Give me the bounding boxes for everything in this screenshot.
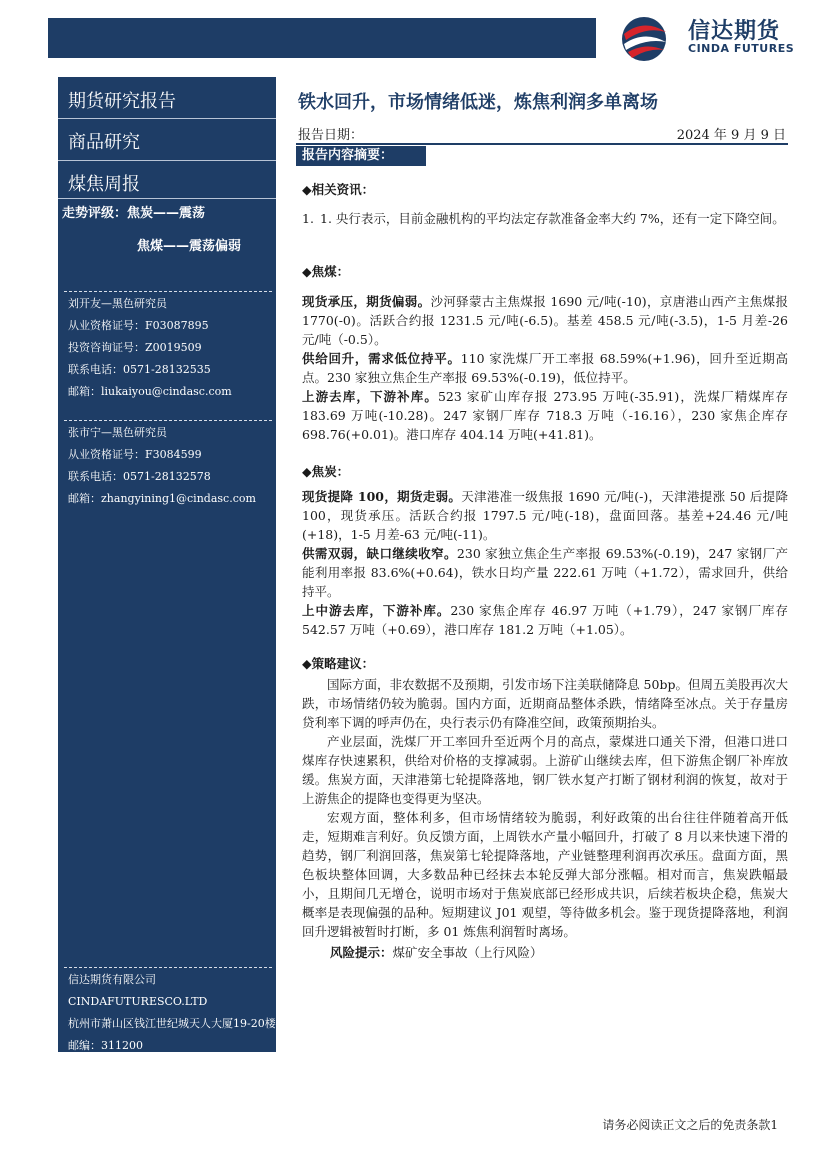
coal-paragraph-inventory [302,387,788,444]
analyst-name: 张市宁—黑色研究员 [68,426,167,439]
news-item-number: 1. [302,211,314,226]
coke-spot-bold: 现货提降 100，期货走弱。 [302,489,462,504]
summary-header: 报告内容摘要： [296,146,426,166]
rating-coal: 焦煤——震荡偏弱 [137,239,242,254]
analyst-phone: 联系电话：0571-28132535 [68,363,211,376]
coke-section [302,487,788,639]
logo-text-cn: 信达期货 [688,19,781,44]
strategy-paragraph-outlook: 宏观方面，整体利多，但市场情绪较为脆弱，利好政策的出台往往伴随着高开低走，短期难言利好。负反馈方面，上周铁水产量小幅回升，打破了 8 月以来快速下滑的趋势，钢厂利润回落，焦炭第七轮提降落地，产业链整理利润再次承压。盘面方面，黑色板块整体回调，大多数品种已经抹去本轮反弹大部分涨幅。相对而言，焦炭跌幅最小，且期间几无增仓，说明市场对于焦炭底部已经形成共识，后续若板块企稳，焦炭大概率是表现偏强的品种。短期建议 J01 观望，等待做多机会。鉴于现货提降落地，利润回升逻辑被暂时打断，多 01 炼焦利润暂时离场。 [302,810,788,939]
coal-spot-bold: 现货承压，期货偏弱。 [302,294,431,309]
company-address: 杭州市萧山区钱江世纪城天人大厦19-20楼 [68,1017,276,1030]
strategy-heading: ◆策略建议： [302,656,375,671]
coke-inventory-text: 230 家焦企库存 46.97 万吨（+1.79），247 家钢厂库存 542.57 万吨（+0.69），港口库存 181.2 万吨（+1.05）。 [302,603,788,637]
news-item [302,209,788,228]
divider [58,160,276,161]
coal-section [302,292,788,444]
sidebar-title-weekly: 煤焦周报 [68,174,140,195]
company-postcode: 邮编：311200 [68,1039,143,1052]
news-item-text: 1. 央行表示，目前金融机构的平均法定存款准备金率大约 7%，还有一定下降空间。 [320,211,785,226]
analyst-phone: 联系电话：0571-28132578 [68,470,211,483]
company-info [68,969,276,1057]
coke-paragraph-spot [302,487,788,544]
dotted-divider [64,420,272,421]
logo-text-en: CINDA FUTURES [688,42,795,55]
coke-supply-text: 230 家独立焦企生产率报 69.53%(-0.19)，247 家钢厂产能利用率报 83.6%(+0.64)，铁水日均产量 222.61 万吨（+1.72），需求回升，供给持平。 [302,546,788,599]
coke-paragraph-inventory [302,601,788,639]
dotted-divider [64,291,272,292]
sidebar [58,77,276,1052]
coal-inventory-bold: 上游去库，下游补库。 [302,389,438,404]
analyst-contact-2 [68,422,256,510]
coke-supply-bold: 供需双弱，缺口继续收窄。 [302,546,457,561]
report-date: 2024 年 9 月 9 日 [676,128,786,143]
divider [296,143,788,145]
divider [58,198,276,199]
sidebar-title-report-type: 期货研究报告 [68,91,176,112]
coke-spot-text: 天津港准一级焦报 1690 元/吨(-)，天津港提涨 50 后提降 100，现货承压。活跃合约报 1797.5 元/吨(-18)，盘面回落。基差+24.46 元/吨(+18)，1-5 月差-63 元/吨(-11)。 [302,489,788,542]
report-title: 铁水回升，市场情绪低迷，炼焦利润多单离场 [298,92,658,113]
coal-heading: ◆焦煤： [302,264,350,279]
analyst-license: 从业资格证号：F3084599 [68,448,202,461]
coal-supply-bold: 供给回升，需求低位持平。 [302,351,461,366]
risk-text: 煤矿安全事故（上行风险） [392,945,543,960]
coke-inventory-bold: 上中游去库，下游补库。 [302,603,451,618]
strategy-paragraph-industry: 产业层面，洗煤厂开工率回升至近两个月的高点，蒙煤进口通关下滑，但港口进口煤库存快速累积，供给对价格的支撑减弱。上游矿山继续去库，但下游焦企钢厂补库放缓。焦炭方面，天津港第七轮提降落地，钢厂铁水复产打断了钢材利润的恢复，故对于上游焦企的提降也变得更为坚决。 [302,734,788,806]
analyst-email[interactable]: 邮箱：zhangyining1@cindasc.com [68,492,256,505]
coke-heading: ◆焦炭： [302,464,350,479]
coal-inventory-text: 523 家矿山库存报 273.95 万吨(-35.91)，洗煤厂精煤库存 183.69 万吨(-10.28)。247 家钢厂库存 718.3 万吨（-16.16），230 家焦企库存 698.76(+0.01)。港口库存 404.14 万吨(+41.81)。 [302,389,788,442]
risk-row [302,943,788,962]
coal-spot-text: 沙河驿蒙古主焦煤报 1690 元/吨(-10)，京唐港山西产主焦煤报 1770(-0)。活跃合约报 1231.5 元/吨(-6.5)。基差 458.5 元/吨(-3.5)，1-5 月差-26 元/吨（-0.5）。 [302,294,788,347]
analyst-consult-license: 投资咨询证号：Z0019509 [68,341,202,354]
rating-label: 走势评级： [62,206,128,221]
rating-row [62,202,205,221]
strategy-paragraph-macro: 国际方面，非农数据不及预期，引发市场下注美联储降息 50bp。但周五美股再次大跌，市场情绪仍较为脆弱。国内方面，近期商品整体杀跌，情绪降至冰点。关于存量房贷利率下调的呼声仍在，央行表示仍有降准空间，政策预期抬头。 [302,677,788,730]
coke-paragraph-supply [302,544,788,601]
coal-supply-text: 110 家洗煤厂开工率报 68.59%(+1.96)，回升至近期高点。230 家独立焦企生产率报 69.53%(-0.19)，低位持平。 [302,351,788,385]
strategy-section [302,675,788,962]
analyst-license: 从业资格证号：F03087895 [68,319,209,332]
date-label: 报告日期： [298,128,364,143]
sidebar-title-category: 商品研究 [68,132,140,153]
analyst-name: 刘开友—黑色研究员 [68,297,167,310]
footer-disclaimer: 请务必阅读正文之后的免责条款1 [602,1118,778,1132]
date-row [298,124,786,143]
news-heading: ◆相关资讯： [302,182,375,197]
analyst-contact-1 [68,293,232,403]
coal-paragraph-spot [302,292,788,349]
dotted-divider [64,967,272,968]
top-banner [48,18,596,58]
rating-coke: 焦炭——震荡 [127,206,206,221]
company-name-en: CINDAFUTURESCO.LTD [68,995,208,1008]
risk-label: 风险提示： [330,945,393,960]
divider [58,118,276,119]
coal-paragraph-supply [302,349,788,387]
company-name: 信达期货有限公司 [68,973,156,986]
analyst-email[interactable]: 邮箱：liukaiyou@cindasc.com [68,385,232,398]
